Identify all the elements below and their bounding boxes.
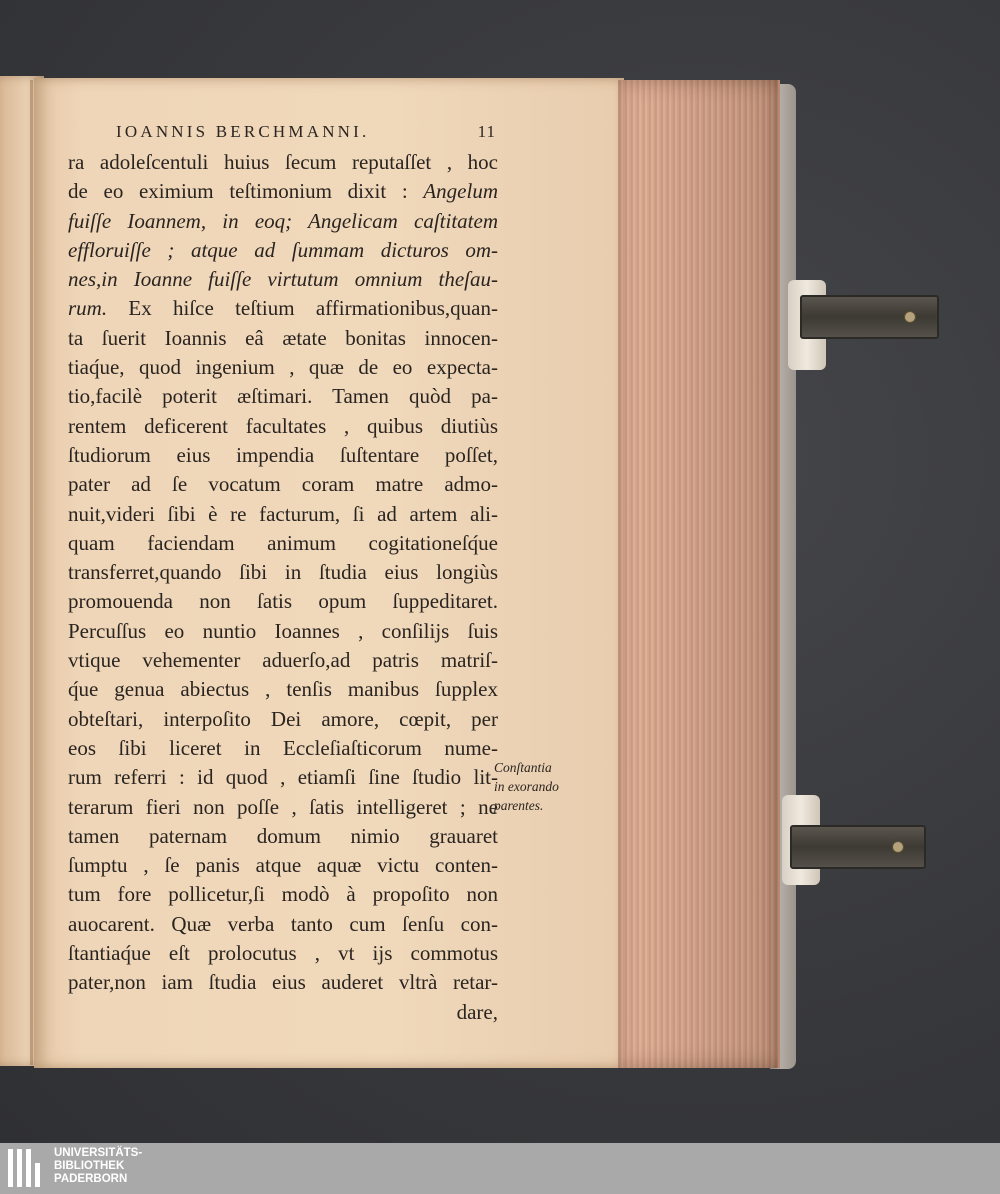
- text-line: [68, 529, 498, 558]
- text-line: [68, 734, 498, 763]
- marginal-note: [494, 758, 604, 815]
- text-line: [68, 324, 498, 353]
- text-line-content: ſumptu , ſe panis atque aquæ victu conten-: [68, 853, 498, 878]
- text-line-content: nes,in Ioanne fuiſſe virtutum omnium theſau-: [68, 267, 498, 292]
- text-line: [68, 822, 498, 851]
- text-line: [68, 587, 498, 616]
- running-head: [68, 118, 498, 148]
- page-number: 11: [477, 122, 496, 141]
- text-line-content: effloruiſſe ; atque ad ſummam dicturos om-: [68, 237, 498, 262]
- rivet-icon: [892, 841, 904, 853]
- text-line-content: quam faciendam animum cogitationeſq́ue: [68, 530, 498, 555]
- text-line-content: promouenda non ſatis opum ſuppeditaret.: [68, 589, 498, 614]
- text-line-content: tamen paternam domum nimio grauaret: [68, 823, 498, 848]
- text-line-content: Percuſſus eo nuntio Ioannes , conſilijs ſuis: [68, 618, 498, 643]
- text-line: [68, 998, 498, 1027]
- text-line: [68, 705, 498, 734]
- clasp-top: [800, 295, 939, 339]
- text-line: [68, 617, 498, 646]
- text-line-content: ſtudiorum eius impendia ſuſtentare poſſet,: [68, 442, 498, 467]
- logo-line: PADERBORN: [54, 1173, 128, 1185]
- text-line: [68, 177, 498, 206]
- library-logo-icon: [8, 1149, 48, 1189]
- text-line: [68, 441, 498, 470]
- text-line: [68, 294, 498, 323]
- text-line-content: dare,: [456, 999, 498, 1024]
- text-line-roman: Ex hiſce teſtium affirmationibus,quan-: [107, 296, 498, 321]
- running-head-title: IOANNIS BERCHMANNI.: [116, 122, 370, 141]
- text-line: [68, 558, 498, 587]
- text-line-content: q́ue genua abiectus , tenſis manibus ſupplex: [68, 677, 498, 702]
- text-line-content: fuiſſe Ioannem, in eoq; Angelicam caſtitatem: [68, 208, 498, 233]
- text-line-content: tio,facilè poterit æſtimari. Tamen quòd pa-: [68, 384, 498, 409]
- text-line: [68, 880, 498, 909]
- library-logo-text: [54, 1147, 142, 1186]
- text-line-content: rum referri : id quod , etiamſi ſine ſtudio lit-: [68, 765, 498, 790]
- text-line: [68, 851, 498, 880]
- body-text: [68, 148, 498, 1027]
- text-line-content: de eo eximium teſtimonium dixit :: [68, 179, 408, 204]
- text-line-content: obteſtari, interpoſito Dei amore, cœpit, per: [68, 706, 498, 731]
- text-line: [68, 148, 498, 177]
- text-line: [68, 675, 498, 704]
- text-line-content: nuit,videri ſibi è re facturum, ſi ad artem ali-: [68, 501, 498, 526]
- marginal-note-line: Conſtantia: [494, 760, 552, 775]
- page-block-edge: [618, 80, 780, 1068]
- text-line-content: terarum fieri non poſſe , ſatis intelligeret ; ne: [68, 794, 498, 819]
- text-line: [68, 265, 498, 294]
- text-line: [68, 207, 498, 236]
- rivet-icon: [904, 311, 916, 323]
- clasp-bottom: [790, 825, 926, 869]
- text-line: [68, 763, 498, 792]
- text-line: [68, 646, 498, 675]
- library-footer: [0, 1143, 1000, 1194]
- text-line-content: rentem deficerent facultates , quibus diutiùs: [68, 413, 498, 438]
- marginal-note-line: in exorando: [494, 779, 559, 794]
- marginal-note-line: parentes.: [494, 798, 544, 813]
- logo-line: BIBLIOTHEK: [54, 1160, 125, 1172]
- text-line-content: ta ſuerit Ioannis eâ ætate bonitas innocen-: [68, 325, 498, 350]
- text-line: [68, 939, 498, 968]
- text-line: [68, 236, 498, 265]
- text-line-content: auocarent. Quæ verba tanto cum ſenſu con-: [68, 911, 498, 936]
- text-line: [68, 500, 498, 529]
- text-line: [68, 793, 498, 822]
- text-line-content: ra adoleſcentuli huius ſecum reputaſſet , hoc: [68, 150, 498, 174]
- text-line: [68, 470, 498, 499]
- text-line-content: eos ſibi liceret in Eccleſiaſticorum nume-: [68, 735, 498, 760]
- text-line: [68, 353, 498, 382]
- text-line: [68, 382, 498, 411]
- text-line-italic: Angelum: [423, 179, 498, 204]
- text-line-content: transferret,quando ſibi in ſtudia eius longiùs: [68, 560, 498, 585]
- text-line-content: pater ad ſe vocatum coram matre admo-: [68, 472, 498, 497]
- text-block: [68, 118, 498, 1027]
- text-line-content: rum.: [68, 296, 108, 321]
- text-line-content: ſtantiaq́ue eſt prolocutus , vt ijs commotus: [68, 941, 498, 966]
- gutter: [30, 80, 33, 1065]
- text-line: [68, 910, 498, 939]
- text-line-content: tum fore pollicetur,ſi modò à propoſito non: [68, 882, 498, 907]
- text-line-content: vtique vehementer aduerſo,ad patris matriſ-: [68, 648, 498, 673]
- text-line-content: pater,non iam ſtudia eius auderet vltrà retar-: [68, 970, 498, 995]
- text-line: [68, 968, 498, 997]
- text-line: [68, 412, 498, 441]
- text-line-content: tiaq́ue, quod ingenium , quæ de eo expecta-: [68, 355, 498, 380]
- logo-line: UNIVERSITÄTS-: [54, 1147, 143, 1159]
